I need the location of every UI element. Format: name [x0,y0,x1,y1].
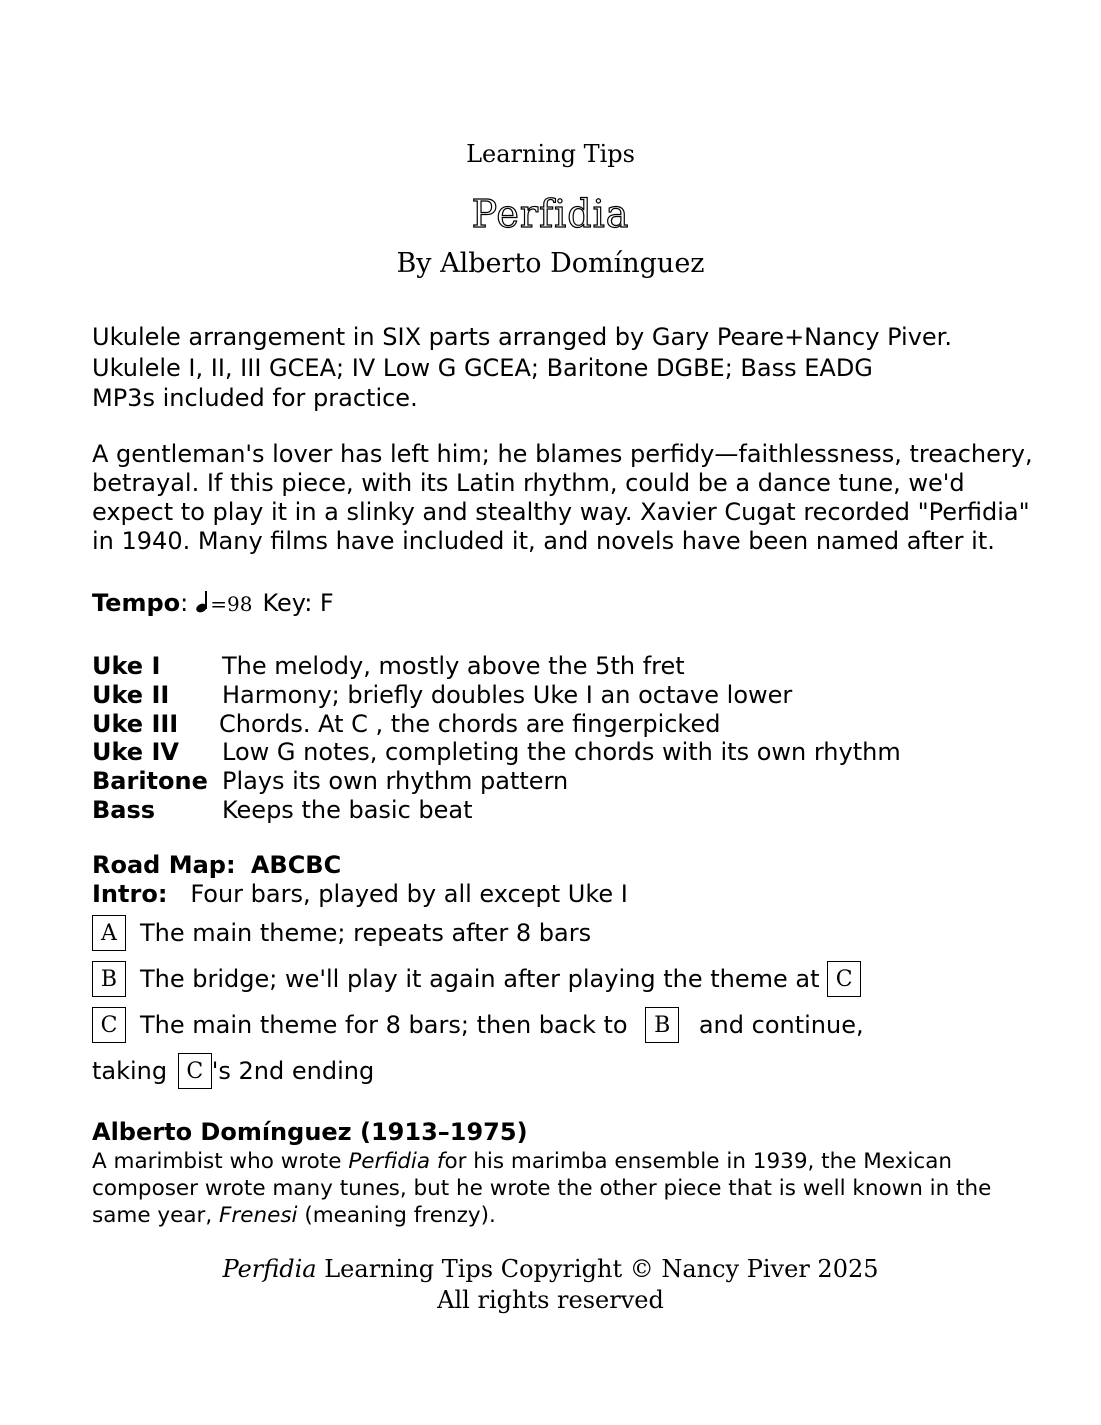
part-name: Bass [92,795,156,824]
part-row [92,652,901,681]
tempo-label: Tempo [92,589,181,617]
copyright-title: Perfidia [222,1255,317,1283]
road-map [92,851,628,909]
part-row [92,738,901,767]
tuning-line: Ukulele I, II, III GCEA; IV Low G GCEA; Baritone DGBE; Bass EADG [92,353,873,382]
road-map-value: ABCBC [250,851,342,879]
intro-line [92,880,628,909]
part-desc: Chords. At C , the chords are fingerpicked [219,709,721,738]
section-b-line [92,959,861,997]
section-a-line [92,913,591,951]
part-desc: The melody, mostly above the 5th fret [222,652,685,680]
taking-c-box: C [178,1053,212,1089]
rights-line: All rights reserved [437,1286,664,1314]
song-title: Perfidia [471,192,630,236]
taking-end-text: 's 2nd ending [211,1057,375,1085]
section-b-box: B [92,961,126,997]
part-name: Baritone [92,767,208,796]
section-a-box: A [92,915,126,951]
part-desc: Keeps the basic beat [222,795,473,824]
part-row [92,796,901,825]
section-c-line [92,1005,864,1043]
bio-title-italic: Perfidia f [348,1149,445,1174]
bio-text: A marimbist who wrote [92,1149,349,1174]
copyright-text: Learning Tips Copyright © Nancy Piver 2025 [316,1255,879,1283]
part-desc: Harmony; briefly doubles Uke I an octave lower [222,680,793,709]
arrangement-info [92,322,1032,414]
song-description: A gentleman's lover has left him; he blames perfidy—faithlessness, treachery, betrayal. If this piece, with its Latin rhythm, could be a dance tune, we'd expect to play it in a slinky and stealthy way. Xavier Cugat recorded "Perfidia" in 1940. Many films have included it, and novels have been named after it. [92,440,1033,555]
part-row [92,767,901,796]
section-c-text: The main theme for 8 bars; then back to [140,1011,628,1039]
road-map-line [92,851,628,880]
bio-text: (meaning frenzy). [297,1203,496,1228]
composer-bio [92,1148,1022,1229]
composer-heading: Alberto Domínguez (1913–1975) [92,1118,528,1146]
tempo-bpm: =98 [210,592,253,616]
section-c-continue: and continue, [698,1011,864,1039]
intro-label: Intro: [92,880,168,908]
section-c-box: C [92,1007,126,1043]
bio-text: or his marimba ensemble in 1939, the Mexican composer wrote many tunes, but he wrote the other piece that is well known in the same year, [92,1149,992,1228]
page-kicker: Learning Tips [466,140,635,168]
copyright-line [0,1255,1101,1283]
part-name: Uke III [92,709,179,738]
section-c-ref-box: C [827,961,861,997]
part-desc: Plays its own rhythm pattern [222,767,569,796]
part-desc: Low G notes, completing the chords with its own rhythm [222,738,901,767]
part-name: Uke IV [92,738,179,767]
intro-text: Four bars, played by all except Uke I [190,880,628,908]
tempo-line: Tempo: =98 Key: F [92,589,334,617]
part-name: Uke II [92,680,170,709]
bio-title-italic: Frenesi [219,1203,298,1228]
section-a-text: The main theme; repeats after 8 bars [140,919,592,947]
part-name: Uke I [92,652,161,680]
key-signature: Key: F [262,589,334,617]
section-b-ref-box: B [645,1007,679,1043]
section-b-text: The bridge; we'll play it again after playing the theme at [140,965,820,993]
mp3-line: MP3s included for practice. [92,384,418,412]
part-row [92,681,901,710]
arrangement-line: Ukulele arrangement in SIX parts arranged by Gary Peare+Nancy Piver. [92,323,952,351]
road-map-label: Road Map: [92,851,236,879]
quarter-note-icon [196,590,210,614]
taking-text: taking [92,1057,168,1085]
composer-byline: By Alberto Domínguez [396,248,705,279]
parts-list [92,652,901,825]
part-row [92,710,901,739]
taking-line [92,1051,374,1089]
